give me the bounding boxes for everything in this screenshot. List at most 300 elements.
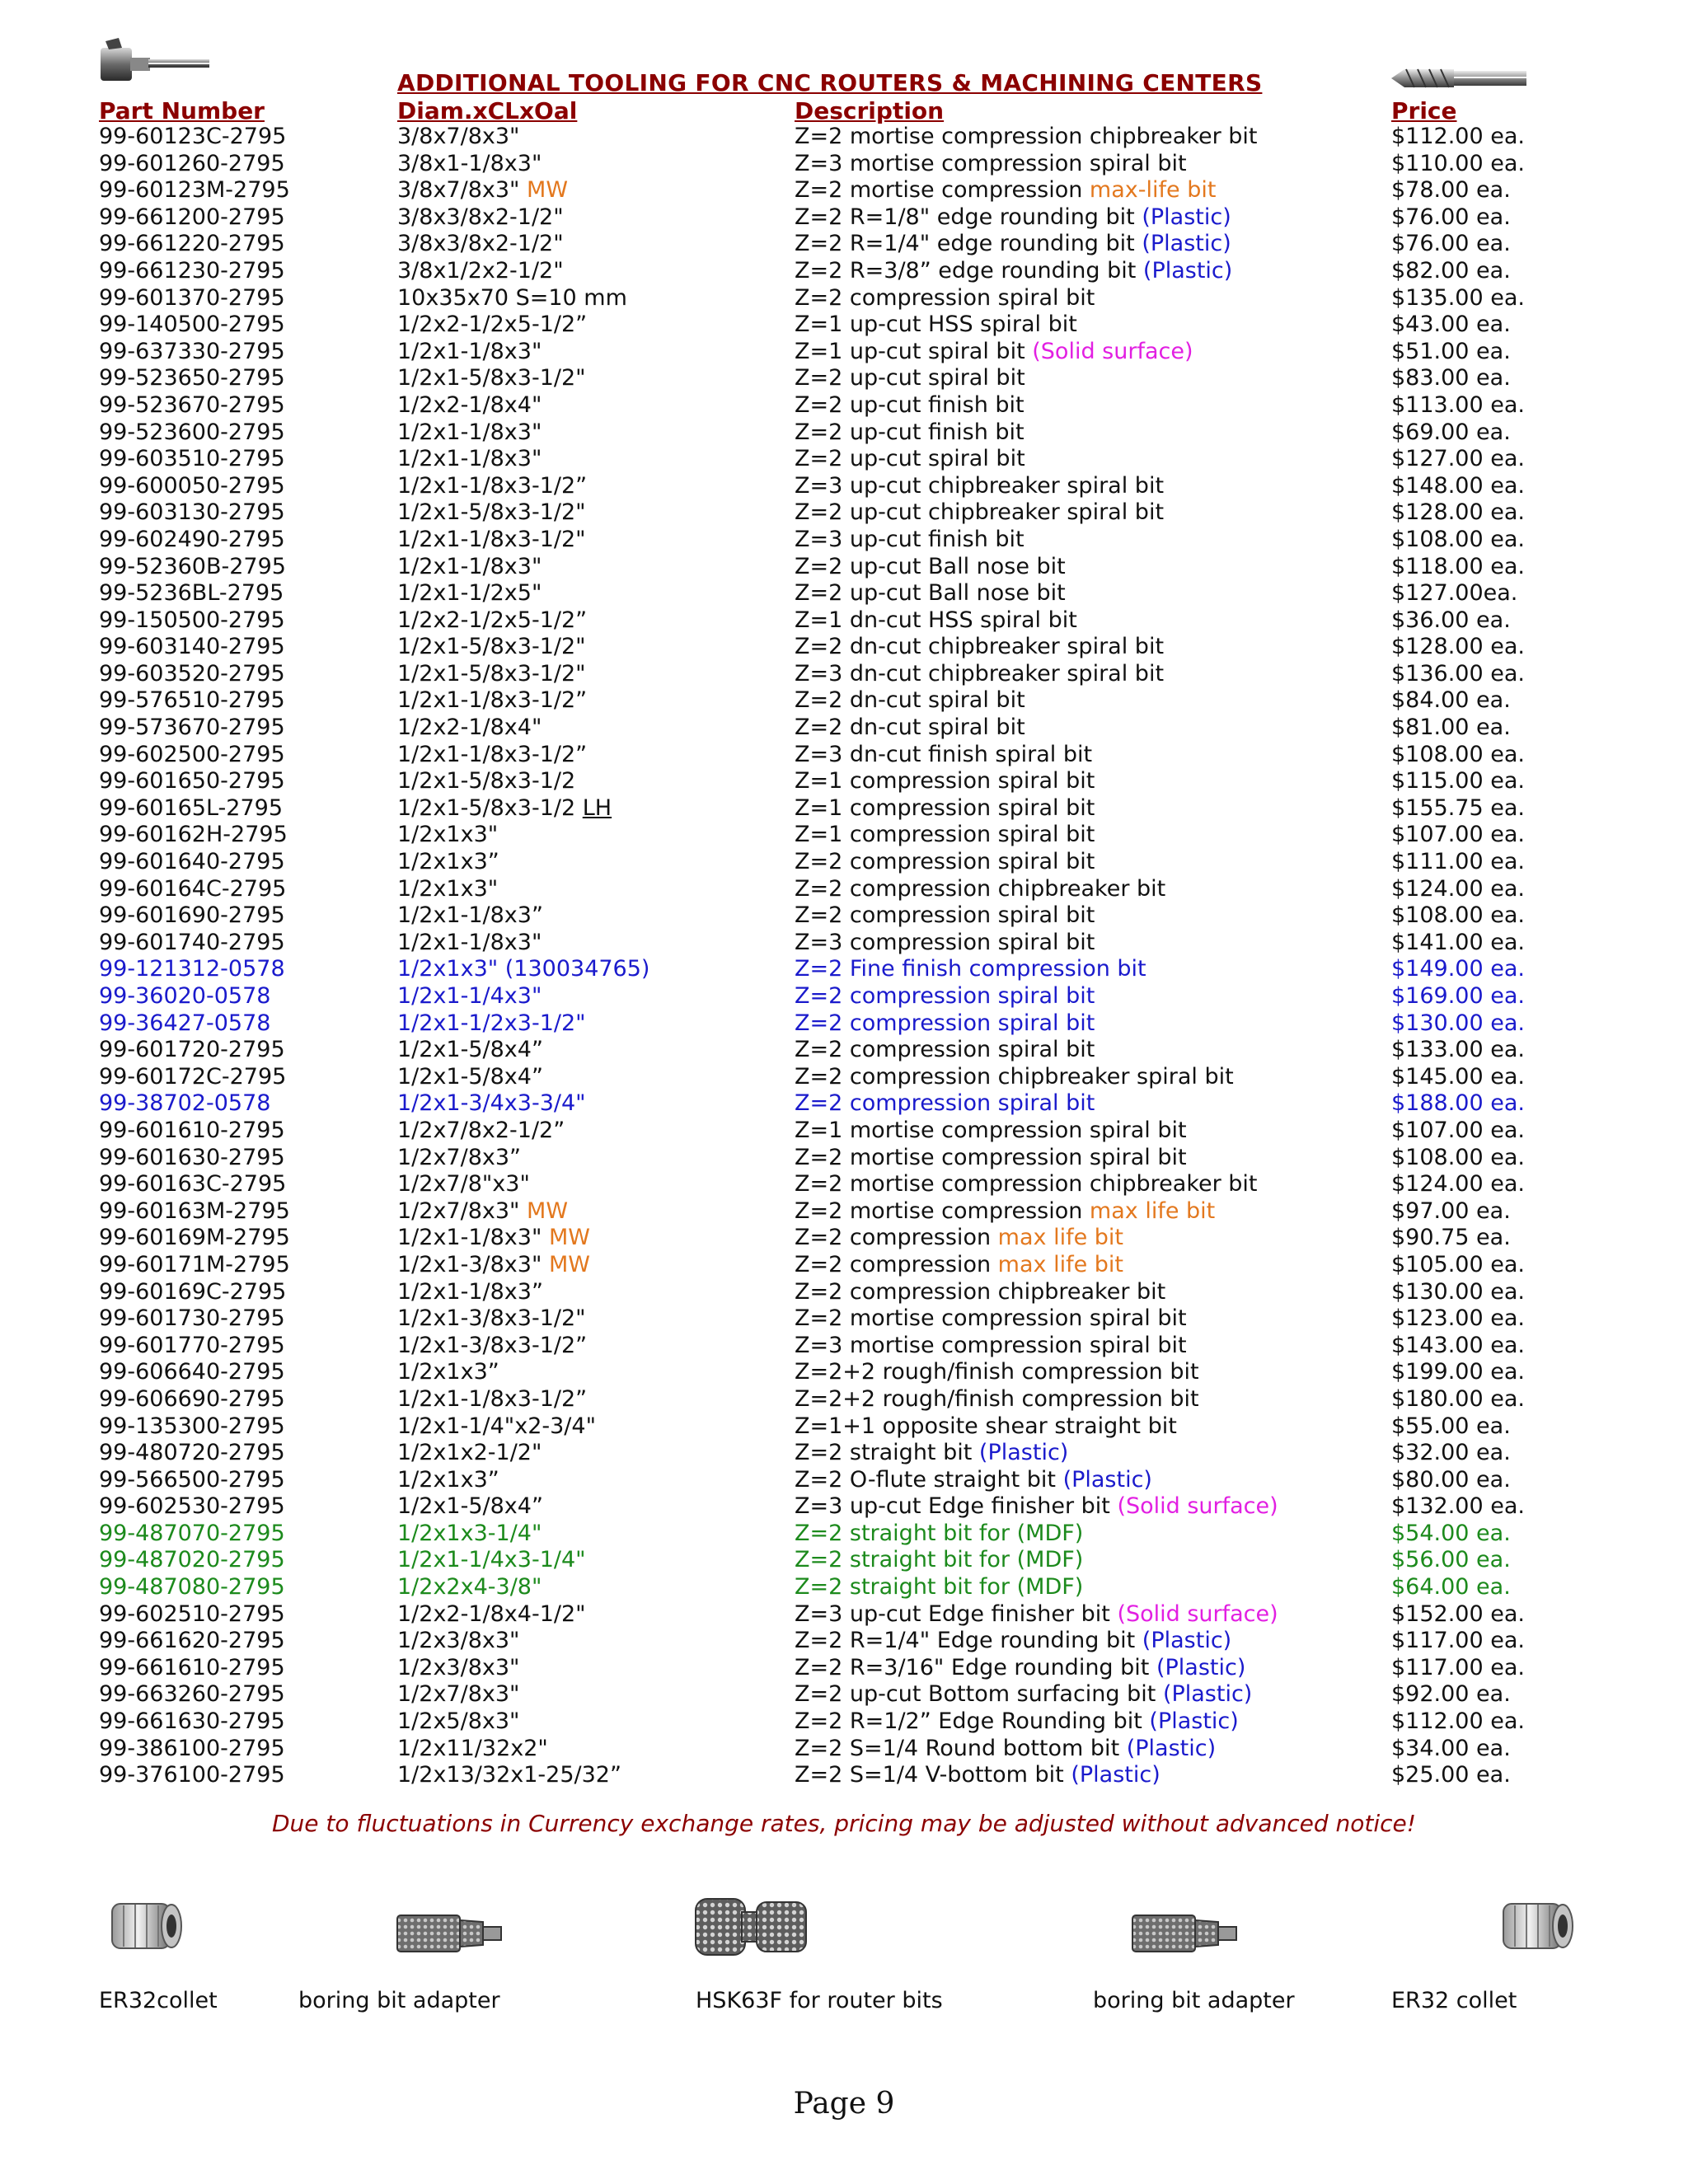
dimensions-cell (397, 1413, 596, 1441)
part-number-cell (99, 1708, 285, 1736)
dimensions-cell (397, 392, 542, 419)
table-row (0, 983, 1688, 1010)
description-cell (795, 1064, 1234, 1091)
dimensions-cell-text: 1/2x5/8x3" (397, 1708, 520, 1735)
price-cell-text: $180.00 ea. (1391, 1385, 1525, 1412)
description-cell (795, 446, 1025, 473)
part-number-cell-text: 99-60123C-2795 (99, 124, 287, 149)
material-tag: (Plastic) (1162, 1681, 1253, 1708)
description-cell (795, 1413, 1177, 1441)
dimensions-cell (397, 634, 586, 661)
dimensions-cell-text: 1/2x1x3” (397, 849, 499, 875)
table-row (0, 1467, 1688, 1494)
part-number-cell (99, 499, 285, 527)
part-number-cell-text: 99-663260-2795 (99, 1681, 285, 1708)
price-cell (1391, 607, 1511, 635)
price-cell-text: $127.00ea. (1391, 580, 1518, 607)
description-cell-text: Z=3 up-cut Edge finisher bit (795, 1601, 1118, 1627)
part-number-cell-text: 99-36020-0578 (99, 983, 271, 1009)
dimensions-cell-text: 3/8x1-1/8x3" (397, 150, 542, 176)
description-cell-text: Z=2 R=3/16" Edge rounding bit (795, 1654, 1156, 1680)
price-cell (1391, 1171, 1525, 1198)
part-number-cell (99, 849, 285, 876)
description-cell-text: Z=2 up-cut chipbreaker spiral bit (795, 499, 1165, 526)
description-cell-text: Z=2 R=3/8” edge rounding bit (795, 257, 1143, 284)
dimensions-cell-text: 1/2x11/32x2" (397, 1735, 548, 1761)
description-cell-text: Z=3 compression spiral bit (795, 929, 1095, 955)
dimensions-cell (397, 1493, 543, 1521)
description-cell (795, 742, 1092, 769)
description-cell (795, 151, 1187, 178)
dimensions-cell (397, 151, 542, 178)
price-cell-text: $25.00 ea. (1391, 1762, 1511, 1788)
description-cell (795, 687, 1025, 715)
part-number-cell (99, 285, 285, 312)
description-cell (795, 1574, 1083, 1601)
price-cell (1391, 742, 1525, 769)
price-cell-text: $128.00 ea. (1391, 499, 1525, 526)
description-cell-text: Z=1+1 opposite shear straight bit (795, 1413, 1177, 1439)
table-row (0, 580, 1688, 607)
description-cell (795, 1493, 1278, 1521)
part-number-cell-text: 99-661630-2795 (99, 1708, 285, 1735)
description-cell (795, 1333, 1187, 1360)
description-cell (795, 1521, 1083, 1548)
part-number-cell (99, 392, 285, 419)
part-number-cell (99, 876, 286, 903)
price-cell (1391, 1440, 1511, 1467)
table-row (0, 1736, 1688, 1763)
price-cell (1391, 473, 1525, 500)
price-cell (1391, 1736, 1511, 1763)
dimensions-cell-text: 1/2x1-3/8x3-1/2” (397, 1332, 588, 1358)
table-row (0, 1333, 1688, 1360)
table-row (0, 446, 1688, 473)
part-number-cell (99, 1333, 285, 1360)
table-row (0, 1413, 1688, 1441)
price-cell-text: $188.00 ea. (1391, 1090, 1525, 1117)
part-number-cell-text: 99-606640-2795 (99, 1359, 285, 1385)
dimensions-cell (397, 1521, 542, 1548)
dimensions-cell (397, 1655, 519, 1682)
dimensions-cell (397, 1708, 519, 1736)
table-row (0, 1681, 1688, 1708)
part-number-cell (99, 1655, 285, 1682)
description-cell-text: Z=2 mortise compression spiral bit (795, 1144, 1187, 1170)
dimensions-cell (397, 661, 586, 688)
dimensions-cell-text: 1/2x1-1/8x3-1/2” (397, 1385, 588, 1412)
price-cell (1391, 499, 1525, 527)
description-cell (795, 634, 1164, 661)
description-cell (795, 204, 1231, 232)
price-cell-text: $69.00 ea. (1391, 419, 1511, 445)
part-number-cell-text: 99-60123M-2795 (99, 177, 290, 204)
part-number-cell-text: 99-60164C-2795 (99, 875, 287, 902)
dimensions-cell (397, 527, 586, 554)
table-row (0, 1655, 1688, 1682)
table-row (0, 339, 1688, 366)
price-cell (1391, 876, 1525, 903)
dimensions-cell-text: 10x35x70 S=10 mm (397, 284, 627, 311)
dimensions-cell (397, 1064, 543, 1091)
description-cell-text: Z=2 mortise compression (795, 177, 1090, 204)
material-tag: (Plastic) (1142, 1628, 1232, 1654)
part-number-cell (99, 1037, 285, 1064)
part-number-cell-text: 99-60163M-2795 (99, 1197, 290, 1224)
dimensions-cell (397, 1547, 586, 1574)
description-cell-text: Z=2 mortise compression spiral bit (795, 1305, 1187, 1332)
dimensions-cell (397, 1037, 543, 1064)
price-cell (1391, 1521, 1511, 1548)
description-cell-text: Z=1 dn-cut HSS spiral bit (795, 607, 1077, 633)
material-tag: (Plastic) (1142, 257, 1233, 284)
material-tag: (Plastic) (1126, 1735, 1217, 1761)
price-cell-text: $107.00 ea. (1391, 822, 1525, 848)
part-number-cell (99, 956, 285, 983)
dimensions-cell-text: 1/2x1-1/8x3-1/2” (397, 472, 588, 499)
part-number-cell (99, 1601, 285, 1629)
part-number-cell-text: 99-601370-2795 (99, 284, 285, 311)
price-cell-text: $124.00 ea. (1391, 1171, 1525, 1197)
part-number-cell-text: 99-573670-2795 (99, 715, 285, 741)
table-row (0, 1010, 1688, 1038)
dimensions-cell (397, 419, 542, 447)
price-cell-text: $117.00 ea. (1391, 1628, 1525, 1654)
price-cell (1391, 1547, 1511, 1574)
dimensions-cell (397, 1279, 543, 1306)
description-cell (795, 1118, 1187, 1145)
dimensions-cell-text: 1/2x1-1/8x3-1/2” (397, 741, 588, 767)
part-number-cell-text: 99-637330-2795 (99, 338, 285, 364)
table-row (0, 607, 1688, 635)
dimensions-cell (397, 499, 586, 527)
dimensions-cell (397, 365, 586, 392)
table-row (0, 1628, 1688, 1655)
part-number-cell (99, 1171, 286, 1198)
description-cell-text: Z=1 compression spiral bit (795, 794, 1095, 821)
dimensions-cell (397, 339, 542, 366)
price-cell-text: $128.00 ea. (1391, 634, 1525, 660)
part-number-cell (99, 1145, 285, 1172)
dimensions-cell-text: 1/2x1-1/8x3" (397, 419, 542, 445)
price-cell-text: $133.00 ea. (1391, 1037, 1525, 1063)
part-number-cell-text: 99-36427-0578 (99, 1010, 271, 1036)
description-cell-text: Z=2 R=1/4" Edge rounding bit (795, 1628, 1142, 1654)
column-header-price: Price (1391, 97, 1457, 124)
left-hand-tag: LH (582, 794, 612, 821)
dimensions-cell-text: 1/2x2-1/8x4-1/2" (397, 1601, 586, 1627)
material-tag: (Plastic) (978, 1440, 1069, 1466)
table-row (0, 1225, 1688, 1252)
description-cell (795, 1736, 1216, 1763)
dimensions-cell (397, 312, 587, 339)
table-row (0, 1493, 1688, 1521)
dimensions-cell (397, 1090, 586, 1118)
description-cell (795, 902, 1095, 930)
price-cell-text: $82.00 ea. (1391, 257, 1511, 284)
description-cell (795, 1359, 1199, 1386)
price-cell-text: $80.00 ea. (1391, 1466, 1511, 1493)
description-cell (795, 1762, 1160, 1789)
price-cell-text: $107.00 ea. (1391, 1117, 1525, 1143)
table-row (0, 768, 1688, 795)
material-tag: (Solid surface) (1117, 1601, 1278, 1627)
price-cell-text: $108.00 ea. (1391, 902, 1525, 929)
part-number-cell (99, 312, 285, 339)
part-number-cell-text: 99-386100-2795 (99, 1735, 285, 1761)
part-number-cell (99, 1279, 286, 1306)
table-row (0, 1279, 1688, 1306)
price-cell (1391, 1413, 1511, 1441)
part-number-cell-text: 99-601690-2795 (99, 902, 285, 929)
description-cell-text: Z=2 compression spiral bit (795, 1090, 1095, 1117)
description-cell-text: Z=2 compression spiral bit (795, 983, 1095, 1009)
description-cell (795, 983, 1095, 1010)
description-cell-text: Z=2 dn-cut chipbreaker spiral bit (795, 634, 1165, 660)
price-cell-text: $132.00 ea. (1391, 1493, 1525, 1520)
table-row (0, 930, 1688, 957)
description-cell-text: Z=2 dn-cut spiral bit (795, 715, 1025, 741)
price-cell-text: $56.00 ea. (1391, 1547, 1511, 1573)
dimensions-cell-text: 1/2x7/8"x3" (397, 1171, 530, 1197)
description-cell-text: Z=2 mortise compression chipbreaker bit (795, 1171, 1258, 1197)
part-number-cell-text: 99-661220-2795 (99, 231, 285, 257)
description-cell-text: Z=2 up-cut finish bit (795, 391, 1025, 418)
description-cell (795, 527, 1025, 554)
price-cell-text: $130.00 ea. (1391, 1010, 1525, 1036)
table-row (0, 1547, 1688, 1574)
dimensions-cell-text: 1/2x1-1/4x3" (397, 983, 542, 1009)
table-row (0, 1252, 1688, 1279)
part-number-cell (99, 1064, 286, 1091)
dimensions-cell-text: 1/2x7/8x3" (397, 1197, 520, 1224)
price-cell (1391, 1493, 1525, 1521)
part-number-cell (99, 1628, 285, 1655)
page-title: ADDITIONAL TOOLING FOR CNC ROUTERS & MACHINING CENTERS (397, 69, 1263, 96)
price-cell-text: $115.00 ea. (1391, 768, 1525, 794)
part-number-cell (99, 1574, 285, 1601)
price-cell-text: $97.00 ea. (1391, 1197, 1511, 1224)
price-cell (1391, 1198, 1511, 1226)
table-row (0, 1521, 1688, 1548)
table-row (0, 554, 1688, 581)
part-number-cell-text: 99-523650-2795 (99, 365, 285, 391)
dimensions-cell (397, 1305, 586, 1333)
part-number-cell-text: 99-602500-2795 (99, 741, 285, 767)
dimensions-cell-text: 1/2x1x3-1/4" (397, 1520, 542, 1546)
dimensions-cell-text: 1/2x2-1/2x5-1/2” (397, 312, 588, 338)
dimensions-cell-text: 1/2x1x3" (397, 875, 499, 902)
table-row (0, 687, 1688, 715)
price-cell-text: $145.00 ea. (1391, 1063, 1525, 1090)
price-cell (1391, 1386, 1525, 1413)
boring-bit-logo-icon (97, 36, 213, 89)
dimensions-cell (397, 1225, 590, 1252)
dimensions-cell-text: 1/2x1x2-1/2" (397, 1440, 542, 1466)
price-cell (1391, 124, 1525, 151)
column-header-description: Description (795, 97, 945, 124)
price-cell (1391, 715, 1511, 742)
description-cell (795, 956, 1146, 983)
price-cell (1391, 1681, 1511, 1708)
part-number-cell-text: 99-487020-2795 (99, 1547, 285, 1573)
price-cell-text: $78.00 ea. (1391, 177, 1511, 204)
price-cell (1391, 419, 1511, 447)
price-cell (1391, 849, 1525, 876)
part-number-cell (99, 1736, 285, 1763)
description-cell-text: Z=1 compression spiral bit (795, 768, 1095, 794)
part-number-cell-text: 99-603510-2795 (99, 446, 285, 472)
dimensions-cell (397, 204, 564, 232)
price-cell (1391, 177, 1511, 204)
dimensions-cell (397, 930, 542, 957)
description-cell (795, 1145, 1187, 1172)
part-number-cell (99, 580, 284, 607)
description-cell (795, 661, 1164, 688)
dimensions-cell (397, 1118, 565, 1145)
description-cell-text: Z=1 up-cut spiral bit (795, 338, 1033, 364)
description-cell (795, 499, 1164, 527)
description-cell-text: Z=2 up-cut Ball nose bit (795, 553, 1066, 579)
description-cell (795, 419, 1025, 447)
part-number-cell (99, 1198, 290, 1226)
price-cell-text: $110.00 ea. (1391, 150, 1525, 176)
table-row (0, 1359, 1688, 1386)
description-cell-text: Z=2 Fine finish compression bit (795, 956, 1146, 982)
part-number-cell-text: 99-661230-2795 (99, 257, 285, 284)
dimensions-cell-text: 1/2x1-1/8x3-1/2” (397, 687, 588, 714)
description-cell (795, 822, 1095, 849)
dimensions-cell (397, 849, 499, 876)
part-number-cell (99, 795, 283, 823)
dimensions-cell (397, 285, 627, 312)
dimensions-cell-text: 1/2x1-3/8x3-1/2" (397, 1305, 586, 1332)
part-number-cell-text: 99-38702-0578 (99, 1090, 271, 1117)
dimensions-cell (397, 1574, 542, 1601)
price-cell (1391, 392, 1525, 419)
table-row (0, 1118, 1688, 1145)
dimensions-cell (397, 1762, 621, 1789)
dimensions-cell-text: 1/2x1-1/2x3-1/2" (397, 1010, 586, 1036)
description-cell-text: Z=2 compression spiral bit (795, 902, 1095, 929)
dimensions-cell (397, 231, 564, 258)
part-number-cell (99, 768, 285, 795)
dimensions-cell (397, 715, 542, 742)
dimensions-cell (397, 1736, 548, 1763)
description-cell (795, 124, 1258, 151)
table-row (0, 902, 1688, 930)
tool-label: boring bit adapter (298, 1988, 500, 2013)
price-cell (1391, 634, 1525, 661)
description-cell-text: Z=3 up-cut Edge finisher bit (795, 1493, 1118, 1520)
part-number-cell (99, 1521, 285, 1548)
price-cell (1391, 1601, 1525, 1629)
dimensions-cell-text: 1/2x1-1/8x3” (397, 1278, 543, 1305)
description-cell-text: Z=2 R=1/2” Edge Rounding bit (795, 1708, 1150, 1735)
price-cell-text: $169.00 ea. (1391, 983, 1525, 1009)
material-tag: (Plastic) (1142, 231, 1231, 257)
dimensions-cell-text: 1/2x1-5/8x3-1/2 (397, 794, 583, 821)
part-number-cell-text: 99-601630-2795 (99, 1144, 285, 1170)
description-cell-text: Z=2 straight bit for (MDF) (795, 1547, 1084, 1573)
table-row (0, 258, 1688, 285)
part-number-cell-text: 99-135300-2795 (99, 1413, 285, 1439)
part-number-cell-text: 99-480720-2795 (99, 1440, 285, 1466)
description-cell (795, 849, 1095, 876)
dimensions-cell (397, 1010, 586, 1038)
price-cell (1391, 1762, 1511, 1789)
price-cell (1391, 1305, 1525, 1333)
price-cell (1391, 1118, 1525, 1145)
price-cell (1391, 768, 1525, 795)
table-row (0, 204, 1688, 232)
part-number-cell (99, 446, 285, 473)
table-row (0, 1198, 1688, 1226)
part-number-cell-text: 99-487080-2795 (99, 1574, 285, 1601)
price-cell-text: $83.00 ea. (1391, 365, 1511, 391)
part-number-cell (99, 1681, 285, 1708)
description-cell-text: Z=3 up-cut chipbreaker spiral bit (795, 472, 1165, 499)
description-cell-text: Z=2 compression chipbreaker bit (795, 875, 1166, 902)
part-number-cell-text: 99-60165L-2795 (99, 794, 284, 821)
part-number-cell-text: 99-601640-2795 (99, 849, 285, 875)
description-cell-text: Z=2 compression spiral bit (795, 849, 1095, 875)
part-number-cell-text: 99-606690-2795 (99, 1385, 285, 1412)
table-row (0, 527, 1688, 554)
price-cell-text: $113.00 ea. (1391, 391, 1525, 418)
table-row (0, 795, 1688, 823)
dimensions-cell-text: 1/2x7/8x3" (397, 1681, 520, 1708)
description-cell (795, 930, 1095, 957)
price-cell (1391, 661, 1525, 688)
description-cell-text: Z=2 straight bit (795, 1440, 979, 1466)
price-cell (1391, 902, 1525, 930)
description-cell-text: Z=3 dn-cut finish spiral bit (795, 741, 1093, 767)
description-cell-text: Z=2 up-cut finish bit (795, 419, 1025, 445)
table-row (0, 473, 1688, 500)
table-row (0, 1037, 1688, 1064)
material-tag: (Plastic) (1062, 1466, 1152, 1493)
description-cell (795, 1681, 1252, 1708)
dimensions-cell-text: 1/2x2x4-3/8" (397, 1574, 542, 1601)
part-number-cell-text: 99-150500-2795 (99, 607, 285, 633)
part-number-cell (99, 124, 286, 151)
part-number-cell-text: 99-601770-2795 (99, 1332, 285, 1358)
mw-tag: MW (542, 1225, 590, 1251)
table-row (0, 499, 1688, 527)
dimensions-cell (397, 822, 498, 849)
description-cell (795, 1628, 1231, 1655)
material-tag: (Plastic) (1156, 1654, 1246, 1680)
part-number-cell (99, 1359, 285, 1386)
boring-adapter-icon (396, 1910, 503, 1957)
dimensions-cell-text: 1/2x1-1/4"x2-3/4" (397, 1413, 596, 1439)
price-cell-text: $108.00 ea. (1391, 1144, 1525, 1170)
table-row (0, 392, 1688, 419)
price-cell (1391, 1225, 1511, 1252)
table-row (0, 124, 1688, 151)
price-cell (1391, 285, 1525, 312)
part-number-cell-text: 99-601740-2795 (99, 929, 285, 955)
price-cell-text: $130.00 ea. (1391, 1278, 1525, 1305)
price-cell-text: $76.00 ea. (1391, 231, 1511, 257)
dimensions-cell-text: 1/2x1-5/8x3-1/2" (397, 365, 586, 391)
price-cell-text: $92.00 ea. (1391, 1681, 1511, 1708)
price-cell (1391, 1359, 1525, 1386)
part-number-cell (99, 177, 290, 204)
part-number-cell (99, 1118, 285, 1145)
dimensions-cell (397, 956, 649, 983)
